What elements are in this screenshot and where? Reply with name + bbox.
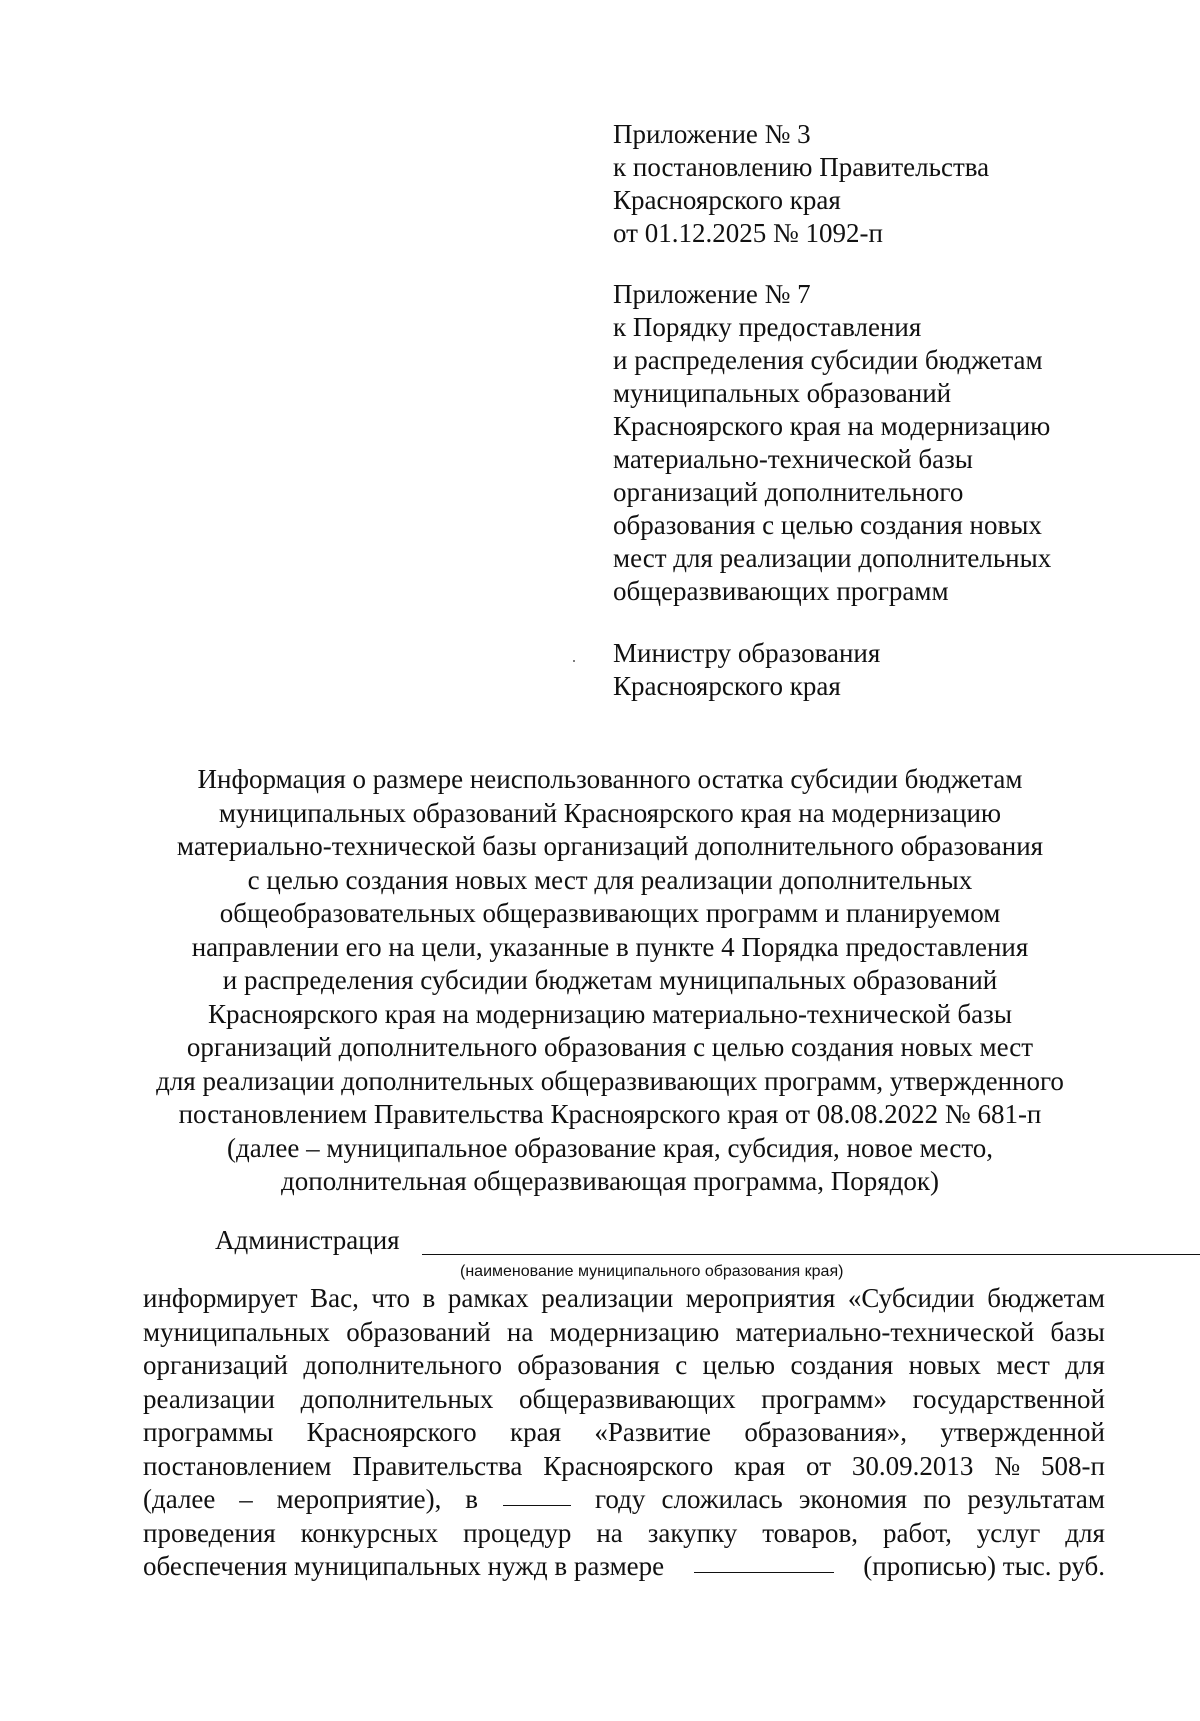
body-word: в: [422, 1283, 436, 1313]
body-word: году: [595, 1484, 646, 1514]
body-word: программ»: [761, 1383, 887, 1414]
body-word: базы: [1050, 1316, 1105, 1347]
body-word: для: [1065, 1350, 1105, 1380]
appendix-7-line: общеразвивающих программ: [613, 576, 949, 606]
body-word: государственной: [912, 1383, 1105, 1414]
body-word: работ,: [882, 1517, 952, 1548]
title-line: постановлением Правительства Красноярского края от 08.08.2022 № 681-п: [178, 1099, 1042, 1129]
body-word: процедур: [463, 1517, 572, 1548]
body-word: материально-технической: [735, 1316, 1035, 1347]
body-word: №: [994, 1450, 1021, 1481]
body-word: целью: [702, 1350, 776, 1380]
appendix-7-title: Приложение № 7: [613, 279, 811, 309]
body-word: создания: [790, 1350, 894, 1380]
addressee-block: [613, 637, 1113, 703]
body-word: края: [734, 1450, 786, 1481]
body-word: –: [239, 1484, 253, 1514]
body-word: конкурсных: [300, 1517, 439, 1548]
body-word: реализации: [143, 1383, 275, 1414]
title-line: для реализации дополнительных общеразвивающих программ, утвержденного: [156, 1065, 1064, 1096]
body-word: Красноярского: [306, 1417, 477, 1447]
appendix-3-line: Красноярского края: [613, 185, 841, 215]
body-word: рамках: [447, 1283, 529, 1313]
body-word: бюджетам: [987, 1283, 1105, 1313]
body-word: товаров,: [762, 1517, 859, 1548]
body-line: [143, 1316, 1105, 1350]
body-paragraph: [143, 1282, 1105, 1584]
body-word: от: [806, 1450, 831, 1481]
body-line: [143, 1517, 1105, 1551]
body-word: сложилась: [661, 1484, 783, 1514]
body-word: 508-п: [1040, 1450, 1105, 1481]
body-word: края: [509, 1417, 562, 1447]
appendix-7-line: мест для реализации дополнительных: [613, 543, 1052, 573]
body-line-year-words-b: [595, 1483, 1105, 1517]
appendix-7-line: организаций дополнительного: [613, 477, 964, 507]
administration-row: [215, 1224, 1115, 1264]
title-line: материально-технической базы организаций дополнительного образования: [176, 831, 1044, 861]
body-word: модернизацию: [549, 1316, 720, 1347]
title-line: организаций дополнительного образования с целью создания новых мест: [186, 1032, 1034, 1062]
document-title: [110, 763, 1110, 1199]
body-line: [143, 1450, 1105, 1484]
title-line: (далее – муниципальное образование края, субсидия, новое место,: [226, 1132, 994, 1163]
amount-lead-text: обеспечения муниципальных нужд в размере: [143, 1551, 665, 1581]
body-word: в: [465, 1484, 478, 1514]
year-blank[interactable]: [503, 1483, 571, 1506]
title-line: Информация о размере неиспользованного остатка субсидии бюджетам: [197, 764, 1023, 794]
body-line: [143, 1349, 1105, 1383]
body-word: утвержденной: [940, 1417, 1105, 1447]
body-word: общеразвивающих: [519, 1383, 736, 1414]
appendix-3-line: к постановлению Правительства: [613, 152, 990, 182]
amount-tail-text: (прописью) тыс. руб.: [863, 1551, 1105, 1581]
appendix-7-line: образования с целью создания новых: [613, 510, 1042, 540]
body-word: постановлением: [143, 1450, 332, 1481]
title-line: направлении его на цели, указанные в пункте 4 Порядка предоставления: [191, 931, 1029, 962]
appendix-7-line: Красноярского края на модернизацию: [613, 411, 1051, 441]
body-word: образования: [517, 1350, 660, 1380]
appendix-7-header: [613, 278, 1113, 608]
addressee-line: Министру образования: [613, 638, 881, 668]
body-word: на: [596, 1517, 623, 1548]
appendix-3-header: [613, 118, 1113, 250]
body-word: Вас,: [310, 1283, 359, 1313]
title-line: и распределения субсидии бюджетам муниципальных образований: [222, 965, 998, 995]
body-word: образований: [346, 1316, 491, 1347]
body-word: с: [675, 1350, 688, 1380]
body-word: новых: [908, 1350, 981, 1380]
scan-speck: [573, 660, 575, 662]
body-word: реализации: [541, 1283, 674, 1313]
body-line-year-words-a: [143, 1483, 478, 1517]
body-word: программы: [143, 1417, 274, 1447]
administration-label: Администрация: [215, 1225, 400, 1255]
body-word: закупку: [647, 1517, 738, 1548]
body-line: [143, 1383, 1105, 1417]
body-line: [143, 1282, 1105, 1316]
body-word: мероприятие),: [276, 1484, 442, 1514]
body-word: образования»,: [744, 1417, 907, 1447]
body-word: «Субсидии: [847, 1283, 975, 1313]
body-word: (далее: [143, 1484, 216, 1514]
addressee-line: Красноярского края: [613, 671, 841, 701]
title-line: общеобразовательных общеразвивающих программ и планируемом: [219, 898, 1001, 928]
administration-hint: (наименование муниципального образования края): [460, 1263, 844, 1280]
body-word: по: [923, 1484, 952, 1514]
body-word: дополнительных: [300, 1383, 494, 1414]
body-word: организаций: [143, 1350, 288, 1380]
appendix-7-line: и распределения субсидии бюджетам: [613, 345, 1043, 375]
title-line: муниципальных образований Красноярского края на модернизацию: [218, 797, 1002, 828]
body-word: что: [371, 1283, 410, 1313]
appendix-7-line: к Порядку предоставления: [613, 312, 922, 342]
appendix-7-line: материально-технической базы: [613, 444, 973, 474]
body-word: экономия: [798, 1484, 908, 1514]
body-word: проведения: [143, 1517, 276, 1548]
body-line-year: [143, 1483, 1105, 1517]
appendix-3-date: от 01.12.2025 № 1092-п: [613, 218, 883, 248]
body-line-amount: [143, 1550, 1105, 1584]
body-word: услуг: [976, 1517, 1041, 1548]
body-word: мест: [996, 1350, 1050, 1380]
body-word: мероприятия: [685, 1283, 836, 1313]
body-word: информирует: [143, 1283, 298, 1313]
body-word: 30.09.2013: [851, 1450, 974, 1481]
body-word: «Развитие: [594, 1417, 711, 1447]
body-word: Красноярского: [543, 1450, 714, 1481]
body-word: Правительства: [352, 1450, 523, 1481]
body-word: на: [506, 1316, 534, 1347]
title-line: Красноярского края на модернизацию материально-технической базы: [208, 998, 1012, 1029]
body-line: [143, 1416, 1105, 1450]
body-word: для: [1065, 1517, 1105, 1548]
body-word: дополнительного: [303, 1350, 502, 1380]
title-line: дополнительная общеразвивающая программа, Порядок): [281, 1166, 939, 1196]
title-line: с целью создания новых мест для реализации дополнительных: [247, 864, 973, 895]
appendix-7-line: муниципальных образований: [613, 378, 952, 408]
appendix-3-title: Приложение № 3: [613, 119, 811, 149]
municipality-name-blank[interactable]: [422, 1254, 1200, 1255]
body-word: результатам: [967, 1484, 1105, 1514]
amount-blank[interactable]: [694, 1550, 834, 1573]
body-word: муниципальных: [143, 1316, 330, 1347]
